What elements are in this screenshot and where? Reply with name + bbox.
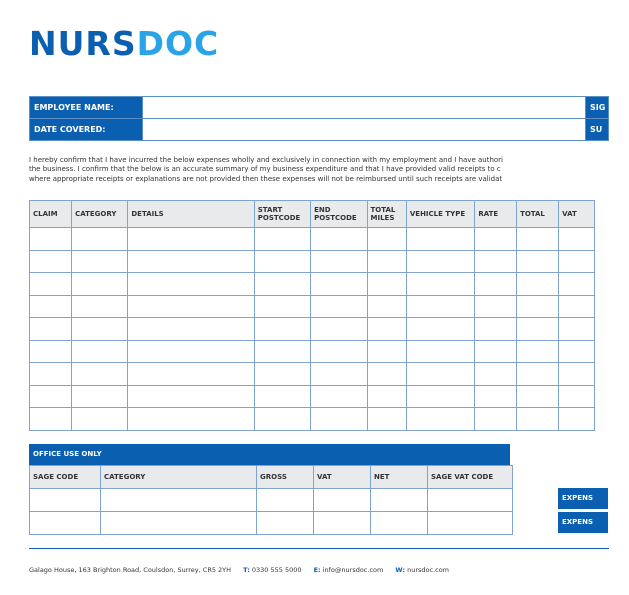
footer-email-label: E: bbox=[313, 566, 321, 574]
col-header-claim: CLAIM bbox=[30, 201, 72, 228]
table-row bbox=[30, 273, 595, 296]
table-cell[interactable] bbox=[128, 408, 254, 431]
table-cell[interactable] bbox=[559, 340, 595, 363]
table-cell[interactable] bbox=[406, 408, 475, 431]
table-cell[interactable] bbox=[128, 228, 254, 251]
table-cell[interactable] bbox=[72, 385, 128, 408]
table-cell[interactable] bbox=[428, 512, 513, 535]
table-cell[interactable] bbox=[517, 295, 559, 318]
table-cell[interactable] bbox=[406, 385, 475, 408]
declaration-line: I hereby confirm that I have incurred the below expenses wholly and exclusively in connection with my employment and I have authori bbox=[29, 156, 503, 164]
col-header-end-postcode: END POSTCODE bbox=[311, 201, 367, 228]
table-cell[interactable] bbox=[101, 489, 257, 512]
table-row bbox=[30, 250, 595, 273]
table-cell[interactable] bbox=[30, 385, 72, 408]
declaration-line: the business. I confirm that the below is an accurate summary of my business expenditure and that I have provided valid receipts to c bbox=[29, 165, 501, 174]
table-cell[interactable] bbox=[406, 250, 475, 273]
col-header-category: CATEGORY bbox=[72, 201, 128, 228]
col-header-office-category: CATEGORY bbox=[101, 466, 257, 489]
table-cell[interactable] bbox=[406, 295, 475, 318]
col-header-office-vat: VAT bbox=[314, 466, 371, 489]
col-header-total: TOTAL bbox=[517, 201, 559, 228]
table-cell[interactable] bbox=[311, 228, 367, 251]
table-cell[interactable] bbox=[128, 363, 254, 386]
table-cell[interactable] bbox=[475, 273, 517, 296]
table-cell[interactable] bbox=[30, 273, 72, 296]
table-cell[interactable] bbox=[254, 385, 310, 408]
table-row bbox=[30, 340, 595, 363]
submitted-label: SU bbox=[586, 119, 609, 141]
footer-contact bbox=[29, 566, 449, 574]
table-cell[interactable] bbox=[367, 228, 406, 251]
table-cell[interactable] bbox=[367, 318, 406, 341]
table-cell[interactable] bbox=[367, 273, 406, 296]
table-cell[interactable] bbox=[30, 295, 72, 318]
table-cell[interactable] bbox=[72, 318, 128, 341]
office-use-table-body bbox=[30, 489, 513, 535]
table-cell[interactable] bbox=[475, 363, 517, 386]
table-cell[interactable] bbox=[72, 408, 128, 431]
employee-info-table bbox=[29, 96, 609, 141]
table-cell[interactable] bbox=[72, 250, 128, 273]
table-cell[interactable] bbox=[559, 408, 595, 431]
table-cell[interactable] bbox=[559, 363, 595, 386]
employee-name-label: EMPLOYEE NAME: bbox=[30, 97, 143, 119]
table-cell[interactable] bbox=[254, 363, 310, 386]
table-cell[interactable] bbox=[72, 295, 128, 318]
table-cell[interactable] bbox=[311, 340, 367, 363]
table-cell[interactable] bbox=[314, 512, 371, 535]
col-header-start-postcode: START POSTCODE bbox=[254, 201, 310, 228]
table-cell[interactable] bbox=[559, 385, 595, 408]
col-header-sage-code: SAGE CODE bbox=[30, 466, 101, 489]
employee-name-field[interactable] bbox=[143, 97, 586, 119]
office-use-table bbox=[29, 465, 513, 535]
table-row bbox=[30, 512, 513, 535]
table-cell[interactable] bbox=[475, 385, 517, 408]
table-cell[interactable] bbox=[475, 250, 517, 273]
table-cell[interactable] bbox=[475, 318, 517, 341]
footer-web[interactable]: nursdoc.com bbox=[407, 566, 450, 574]
table-cell[interactable] bbox=[367, 385, 406, 408]
signature-label: SIG bbox=[586, 97, 609, 119]
declaration-text bbox=[29, 156, 629, 184]
table-cell[interactable] bbox=[254, 273, 310, 296]
logo-text-doc: DOC bbox=[136, 24, 220, 63]
col-header-sage-vat-code: SAGE VAT CODE bbox=[428, 466, 513, 489]
declaration-line: where appropriate receipts or explanations are not provided then these expenses will not be reimbursed until such receipts are validat bbox=[29, 174, 503, 183]
table-cell[interactable] bbox=[517, 318, 559, 341]
date-covered-field[interactable] bbox=[143, 119, 586, 141]
table-cell[interactable] bbox=[314, 489, 371, 512]
table-cell[interactable] bbox=[30, 512, 101, 535]
col-header-total-miles: TOTAL MILES bbox=[367, 201, 406, 228]
table-cell[interactable] bbox=[128, 385, 254, 408]
table-row bbox=[30, 295, 595, 318]
table-cell[interactable] bbox=[254, 318, 310, 341]
table-cell[interactable] bbox=[371, 489, 428, 512]
table-cell[interactable] bbox=[428, 489, 513, 512]
table-cell[interactable] bbox=[559, 295, 595, 318]
table-cell[interactable] bbox=[406, 363, 475, 386]
table-cell[interactable] bbox=[30, 318, 72, 341]
table-cell[interactable] bbox=[559, 273, 595, 296]
table-cell[interactable] bbox=[311, 385, 367, 408]
footer-tel-label: T: bbox=[243, 566, 250, 574]
table-row bbox=[30, 408, 595, 431]
footer-divider bbox=[29, 548, 609, 549]
col-header-gross: GROSS bbox=[257, 466, 314, 489]
table-row bbox=[30, 228, 595, 251]
table-cell[interactable] bbox=[128, 295, 254, 318]
table-cell[interactable] bbox=[367, 363, 406, 386]
table-cell[interactable] bbox=[254, 408, 310, 431]
expenses-table-body bbox=[30, 228, 595, 431]
table-cell[interactable] bbox=[367, 408, 406, 431]
table-cell[interactable] bbox=[257, 489, 314, 512]
table-cell[interactable] bbox=[30, 340, 72, 363]
table-cell[interactable] bbox=[517, 228, 559, 251]
col-header-vat: VAT bbox=[559, 201, 595, 228]
expenses-summary-label: EXPENS bbox=[558, 488, 608, 509]
table-cell[interactable] bbox=[128, 273, 254, 296]
company-logo bbox=[29, 26, 219, 62]
table-cell[interactable] bbox=[311, 273, 367, 296]
table-cell[interactable] bbox=[254, 295, 310, 318]
table-cell[interactable] bbox=[475, 340, 517, 363]
col-header-details: DETAILS bbox=[128, 201, 254, 228]
date-covered-label: DATE COVERED: bbox=[30, 119, 143, 141]
table-cell[interactable] bbox=[311, 295, 367, 318]
table-cell[interactable] bbox=[311, 408, 367, 431]
table-row bbox=[30, 385, 595, 408]
table-cell[interactable] bbox=[72, 273, 128, 296]
table-cell[interactable] bbox=[517, 250, 559, 273]
table-cell[interactable] bbox=[475, 228, 517, 251]
footer-web-label: W: bbox=[395, 566, 405, 574]
table-cell[interactable] bbox=[311, 318, 367, 341]
table-cell[interactable] bbox=[517, 340, 559, 363]
table-cell[interactable] bbox=[517, 408, 559, 431]
table-cell[interactable] bbox=[517, 363, 559, 386]
table-cell[interactable] bbox=[72, 363, 128, 386]
table-row bbox=[30, 318, 595, 341]
table-cell[interactable] bbox=[30, 250, 72, 273]
table-cell[interactable] bbox=[101, 512, 257, 535]
table-cell[interactable] bbox=[406, 273, 475, 296]
table-cell[interactable] bbox=[311, 250, 367, 273]
table-cell[interactable] bbox=[254, 250, 310, 273]
table-cell[interactable] bbox=[559, 318, 595, 341]
col-header-vehicle-type: VEHICLE TYPE bbox=[406, 201, 475, 228]
table-cell[interactable] bbox=[406, 340, 475, 363]
table-cell[interactable] bbox=[72, 228, 128, 251]
table-cell[interactable] bbox=[30, 408, 72, 431]
expenses-summary-label: EXPENS bbox=[558, 512, 608, 533]
table-cell[interactable] bbox=[311, 363, 367, 386]
footer-tel[interactable]: 0330 555 5000 bbox=[251, 566, 302, 574]
table-row bbox=[30, 489, 513, 512]
expenses-table bbox=[29, 200, 595, 431]
table-cell[interactable] bbox=[475, 295, 517, 318]
table-cell[interactable] bbox=[559, 228, 595, 251]
table-cell[interactable] bbox=[257, 512, 314, 535]
table-cell[interactable] bbox=[128, 340, 254, 363]
table-cell[interactable] bbox=[559, 250, 595, 273]
col-header-net: NET bbox=[371, 466, 428, 489]
table-cell[interactable] bbox=[517, 273, 559, 296]
table-row bbox=[30, 363, 595, 386]
table-cell[interactable] bbox=[128, 250, 254, 273]
col-header-rate: RATE bbox=[475, 201, 517, 228]
table-cell[interactable] bbox=[367, 250, 406, 273]
table-cell[interactable] bbox=[254, 340, 310, 363]
table-cell[interactable] bbox=[30, 228, 72, 251]
table-cell[interactable] bbox=[406, 228, 475, 251]
office-use-title: OFFICE USE ONLY bbox=[29, 444, 510, 465]
table-cell[interactable] bbox=[517, 385, 559, 408]
table-cell[interactable] bbox=[254, 228, 310, 251]
footer-address: Galago House, 163 Brighton Road, Coulsdon, Surrey, CR5 2YH bbox=[29, 566, 232, 574]
table-cell[interactable] bbox=[406, 318, 475, 341]
table-cell[interactable] bbox=[72, 340, 128, 363]
footer-email[interactable]: info@nursdoc.com bbox=[322, 566, 384, 574]
table-cell[interactable] bbox=[128, 318, 254, 341]
table-cell[interactable] bbox=[475, 408, 517, 431]
table-cell[interactable] bbox=[367, 340, 406, 363]
table-cell[interactable] bbox=[367, 295, 406, 318]
table-cell[interactable] bbox=[30, 489, 101, 512]
table-cell[interactable] bbox=[30, 363, 72, 386]
table-cell[interactable] bbox=[371, 512, 428, 535]
logo-text-nurs: NURS bbox=[29, 24, 137, 63]
